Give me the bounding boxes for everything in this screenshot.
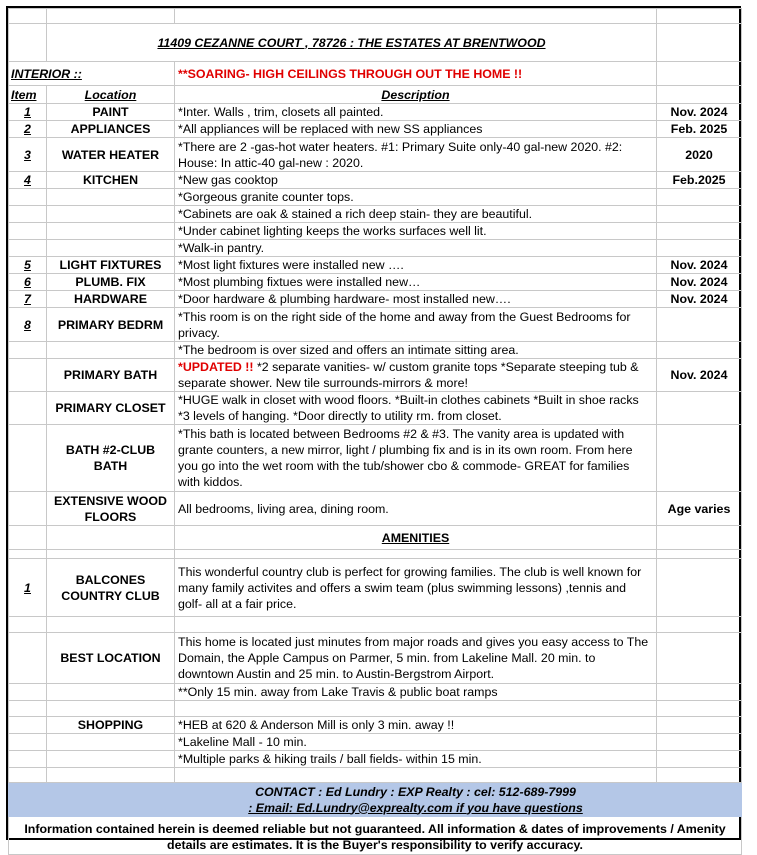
header-row <box>9 86 742 104</box>
table-row <box>9 138 742 172</box>
spacer-row <box>9 701 742 717</box>
description-cell: *HUGE walk in closet with wood floors. *Built-in clothes cabinets *Built in shoe racks *3 levels of hanging. *Door directly to utility rm. from closet. <box>175 392 657 425</box>
item-number: 2 <box>9 121 47 138</box>
table-row <box>9 684 742 701</box>
description-cell: *Door hardware & plumbing hardware- most installed new…. <box>175 291 657 308</box>
item-number: 4 <box>9 172 47 189</box>
interior-label: INTERIOR :: <box>9 62 175 86</box>
location-cell: PRIMARY CLOSET <box>47 392 175 425</box>
table-row <box>9 633 742 684</box>
description-cell: *Most plumbing fixtues were installed new… <box>175 274 657 291</box>
location-cell: SHOPPING <box>47 717 175 734</box>
description-cell: *Lakeline Mall - 10 min. <box>175 734 657 751</box>
location-cell: EXTENSIVE WOOD FLOORS <box>47 492 175 526</box>
location-cell: BALCONES COUNTRY CLUB <box>47 559 175 617</box>
contact-line: CONTACT : Ed Lundry : EXP Realty : cel: 512-689-7999 <box>255 784 576 799</box>
description-cell: All bedrooms, living area, dining room. <box>175 492 657 526</box>
table-row <box>9 342 742 359</box>
table-row <box>9 751 742 768</box>
table-row <box>9 172 742 189</box>
table-row <box>9 121 742 138</box>
table-row <box>9 104 742 121</box>
description-cell: *Multiple parks & hiking trails / ball fields- within 15 min. <box>175 751 657 768</box>
table-row <box>9 291 742 308</box>
item-header: Item <box>9 86 47 104</box>
table-row <box>9 308 742 342</box>
description-cell: *This room is on the right side of the home and away from the Guest Bedrooms for privacy. <box>175 308 657 342</box>
updated-highlight: *UPDATED !! <box>178 360 254 374</box>
item-number: 7 <box>9 291 47 308</box>
date-cell: Nov. 2024 <box>657 291 742 308</box>
table-row <box>9 734 742 751</box>
item-number: 1 <box>9 559 47 617</box>
description-cell: *All appliances will be replaced with new SS appliances <box>175 121 657 138</box>
spacer-row <box>9 768 742 783</box>
interior-highlight: **SOARING- HIGH CEILINGS THROUGH OUT THE HOME !! <box>175 62 657 86</box>
location-cell: KITCHEN <box>47 172 175 189</box>
description-cell: *Gorgeous granite counter tops. <box>175 189 657 206</box>
description-cell: **Only 15 min. away from Lake Travis & public boat ramps <box>175 684 657 701</box>
date-cell: Nov. 2024 <box>657 257 742 274</box>
table-row <box>9 223 742 240</box>
date-cell: Feb.2025 <box>657 172 742 189</box>
description-cell: *New gas cooktop <box>175 172 657 189</box>
location-cell: WATER HEATER <box>47 138 175 172</box>
description-cell <box>175 359 657 392</box>
contact-email-link[interactable]: : Email: Ed.Lundry@exprealty.com if you have questions <box>248 800 583 815</box>
table-row <box>9 717 742 734</box>
date-cell: Nov. 2024 <box>657 104 742 121</box>
location-cell: PRIMARY BEDRM <box>47 308 175 342</box>
item-number: 3 <box>9 138 47 172</box>
location-cell: PLUMB. FIX <box>47 274 175 291</box>
table-row <box>9 206 742 223</box>
spacer-row <box>9 617 742 633</box>
description-cell: *Most light fixtures were installed new …. <box>175 257 657 274</box>
table-row <box>9 359 742 392</box>
location-cell: APPLIANCES <box>47 121 175 138</box>
description-header: Description <box>175 86 657 104</box>
spacer-row <box>9 9 742 24</box>
interior-row <box>9 62 742 86</box>
table-row <box>9 257 742 274</box>
date-cell: Feb. 2025 <box>657 121 742 138</box>
table-row <box>9 189 742 206</box>
spacer-row <box>9 550 742 559</box>
property-address-title: 11409 CEZANNE COURT , 78726 : THE ESTATES AT BRENTWOOD <box>47 24 657 62</box>
date-cell: Nov. 2024 <box>657 274 742 291</box>
item-number: 1 <box>9 104 47 121</box>
item-number: 6 <box>9 274 47 291</box>
description-cell: This home is located just minutes from major roads and gives you easy access to The Domain, the Apple Campus on Parmer, 5 min. from Lakeline Mall. 20 min. to downtown Austin and 25 min. to Austin-Bergstrom Airport. <box>175 633 657 684</box>
date-cell: Age varies <box>657 492 742 526</box>
disclaimer-row <box>9 817 742 855</box>
table-row <box>9 392 742 425</box>
disclaimer-text: Information contained herein is deemed reliable but not guaranteed. All information & dates of improvements / Amenity details are estimates. It is the Buyer's responsibility to verify accuracy. <box>9 817 742 855</box>
description-cell: *HEB at 620 & Anderson Mill is only 3 min. away !! <box>175 717 657 734</box>
title-row <box>9 24 742 62</box>
location-header: Location <box>47 86 175 104</box>
table-row <box>9 492 742 526</box>
location-cell: BATH #2-CLUB BATH <box>47 425 175 492</box>
table-row <box>9 274 742 291</box>
date-cell: 2020 <box>657 138 742 172</box>
table-row <box>9 240 742 257</box>
description-cell: *Inter. Walls , trim, closets all painted. <box>175 104 657 121</box>
feature-table <box>8 8 742 855</box>
table-row <box>9 425 742 492</box>
description-cell: *Walk-in pantry. <box>175 240 657 257</box>
location-cell: PAINT <box>47 104 175 121</box>
item-number: 5 <box>9 257 47 274</box>
description-cell: *There are 2 -gas-hot water heaters. #1: Primary Suite only-40 gal-new 2020. #2: House: In attic-40 gal-new : 2020. <box>175 138 657 172</box>
description-cell: *Under cabinet lighting keeps the works surfaces well lit. <box>175 223 657 240</box>
table-row <box>9 559 742 617</box>
amenities-heading: AMENITIES <box>175 526 657 550</box>
date-cell: Nov. 2024 <box>657 359 742 392</box>
description-cell: This wonderful country club is perfect for growing families. The club is well known for many family activites and offers a swim team (plus swimming lessons) ,tennis and golf- all at a fair price. <box>175 559 657 617</box>
property-feature-sheet <box>6 6 741 852</box>
description-cell: *This bath is located between Bedrooms #2 & #3. The vanity area is updated with grante counters, a new mirror, light / plumbing fix and is in its own room. From here you go into the wet room with the tub/shower cbo & commode- GREAT for families with kiddos. <box>175 425 657 492</box>
amenities-header-row <box>9 526 742 550</box>
location-cell: LIGHT FIXTURES <box>47 257 175 274</box>
contact-info <box>175 783 657 817</box>
contact-row <box>9 783 742 817</box>
item-number: 8 <box>9 308 47 342</box>
location-cell: BEST LOCATION <box>47 633 175 684</box>
location-cell: PRIMARY BATH <box>47 359 175 392</box>
description-text: *2 separate vanities- w/ custom granite tops *Separate steeping tub & separate shower. New tile surrounds-mirrors & more! <box>178 360 639 390</box>
location-cell: HARDWARE <box>47 291 175 308</box>
description-cell: *Cabinets are oak & stained a rich deep stain- they are beautiful. <box>175 206 657 223</box>
description-cell: *The bedroom is over sized and offers an intimate sitting area. <box>175 342 657 359</box>
